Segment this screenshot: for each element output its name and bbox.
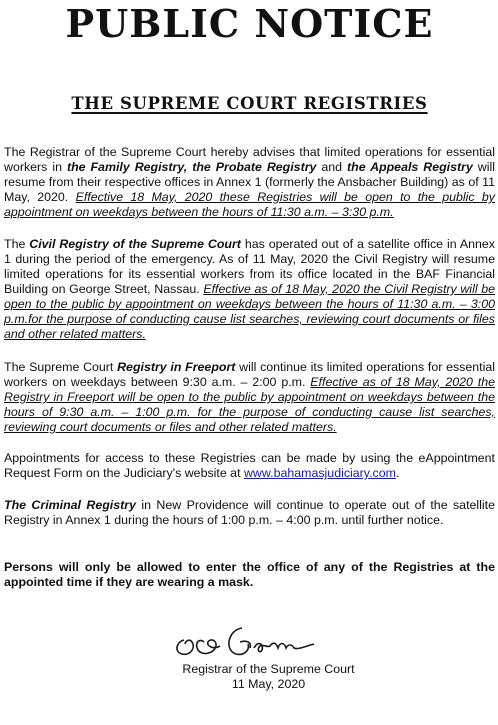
p1-bold-appeals: the Appeals Registry bbox=[347, 160, 473, 174]
p4-text-1: Appointments for access to these Registries can be made by using the eAppointment Request Form on the Judiciary's website at bbox=[4, 451, 495, 480]
p2-bold-civil: Civil Registry of the Supreme Court bbox=[29, 237, 241, 251]
signature-name: Registrar of the Supreme Court bbox=[182, 662, 355, 676]
p1-effective-notice: Effective 18 May, 2020 these Registries will be open to the public by appointment on weekdays between the hours of 11:30 a.m. – 3:30 p.m. bbox=[4, 190, 496, 219]
p2-text-2: has operated out of a satellite office in Annex 1 during the period of the emergency. As of 11 May, 2020 the Civil Registry will resume limited operations for its essential workers from its office located in the BAF Financial Building on George Street, Nassau. bbox=[4, 237, 495, 296]
p1-text-2: and bbox=[316, 160, 348, 174]
p1-text-1: The Registrar of the Supreme Court hereby advises that limited operations for essential workers in bbox=[4, 145, 495, 174]
p1-text-3: will resume from their respective offices in Annex 1 (formerly the Ansbacher Building) as of 11 May, 2020. bbox=[4, 160, 496, 204]
paragraph-appointments bbox=[4, 451, 495, 481]
p1-bold-registries: the Family Registry, the Probate Registry bbox=[66, 160, 317, 174]
p2-text-1: The bbox=[4, 237, 30, 251]
paragraph-freeport-registry bbox=[4, 360, 495, 435]
p4-text-2: . bbox=[395, 466, 400, 480]
p2-effective-notice: Effective as of 18 May, 2020 the Civil Registry will be open to the public by appointment on weekdays between the hours of 11:30 a.m. – 3:00 p.m.for the purpose of conducting cause list searches, reviewing court documents or files and other related matters. bbox=[4, 282, 495, 341]
p3-bold-freeport: Registry in Freeport bbox=[117, 360, 236, 374]
paragraph-criminal-registry bbox=[4, 498, 495, 528]
judiciary-website-link[interactable]: www.bahamasjudiciary.com bbox=[243, 466, 396, 480]
page-title: PUBLIC NOTICE bbox=[65, 1, 434, 46]
p5-bold-criminal: The Criminal Registry bbox=[4, 498, 136, 512]
notice-subtitle: THE SUPREME COURT REGISTRIES bbox=[71, 94, 428, 113]
p5-text-1: in New Providence will continue to operate out of the satellite Registry in Annex 1 during the hours of 1:00 p.m. – 4:00 p.m. until further notice. bbox=[4, 498, 495, 527]
p3-text-2: will continue its limited operations for essential workers on weekdays between 9:30 a.m. – 2:00 p.m. bbox=[4, 360, 495, 389]
signature-date: 11 May, 2020 bbox=[231, 677, 306, 691]
paragraph-mask-requirement: Persons will only be allowed to enter the office of any of the Registries at the appointed time if they are wearing a mask. bbox=[4, 560, 495, 589]
paragraph-civil-registry bbox=[4, 237, 495, 342]
paragraph-family-probate-appeals bbox=[4, 145, 495, 220]
p3-text-1: The Supreme Court bbox=[4, 360, 118, 374]
registrar-signature bbox=[170, 620, 330, 662]
p3-effective-notice: Effective as of 18 May, 2020 the Registry in Freeport will be open to the public by appointment on weekdays between the hours of 9:30 a.m. – 1:00 p.m. for the purpose of conducting cause list searches, reviewing court documents or files and other related matters. bbox=[4, 375, 495, 434]
